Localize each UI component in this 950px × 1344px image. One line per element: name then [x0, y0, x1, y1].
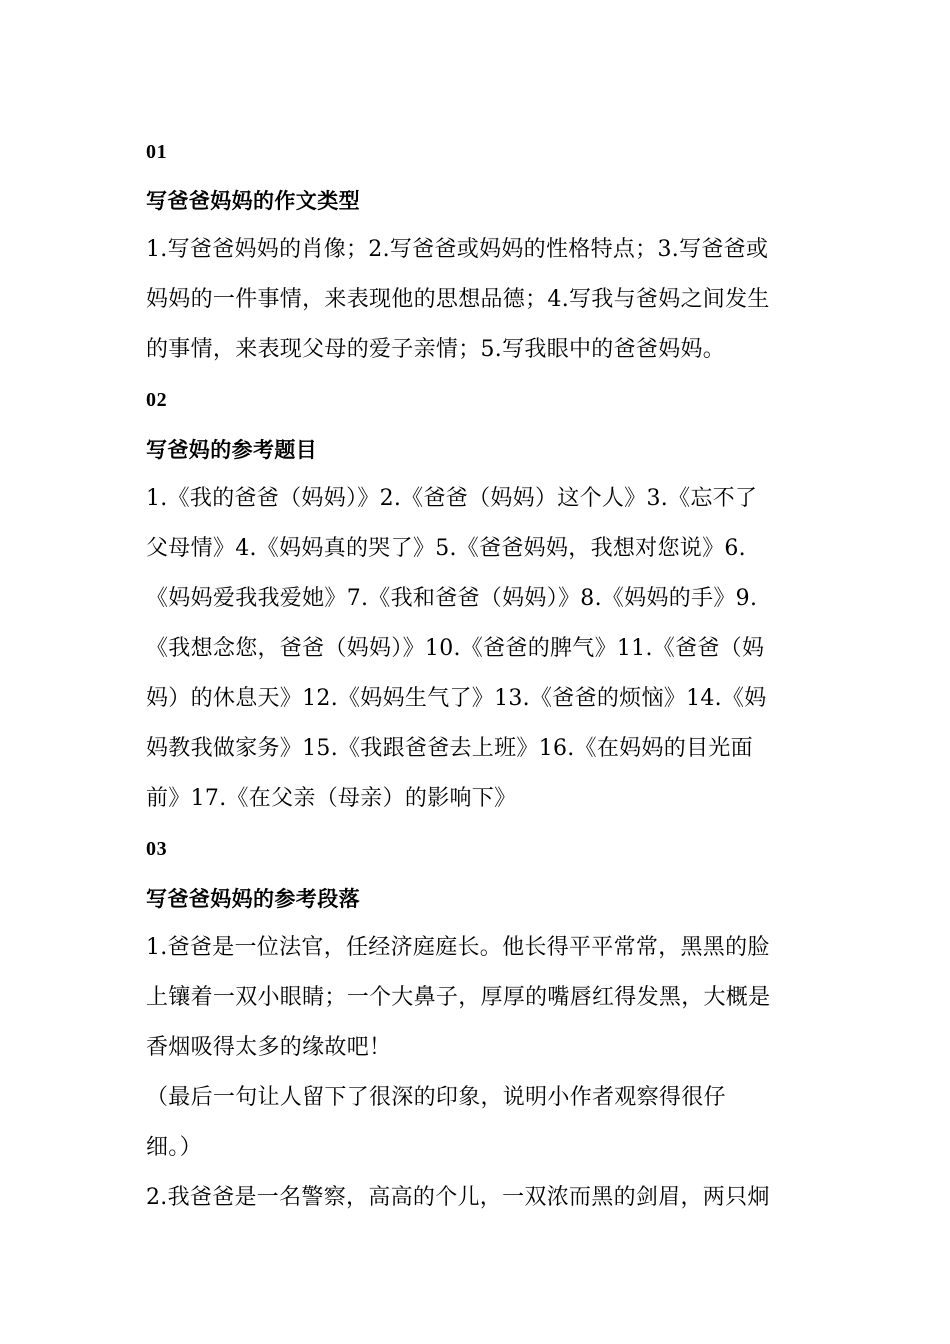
paragraph-line: 上镶着一双小眼睛；一个大鼻子，厚厚的嘴唇红得发黑，大概是 — [146, 985, 771, 1010]
paragraph-line: 《我想念您，爸爸（妈妈）》10.《爸爸的脾气》11.《爸爸（妈 — [146, 636, 765, 661]
paragraph-line: 1.写爸爸妈妈的肖像；2.写爸爸或妈妈的性格特点；3.写爸爸或 — [146, 237, 769, 262]
paragraph-line: 细。） — [146, 1135, 202, 1160]
section-number: 02 — [146, 389, 168, 411]
paragraph-line: 前》17.《在父亲（母亲）的影响下》 — [146, 786, 517, 811]
paragraph-line: 的事情，来表现父母的爱子亲情；5.写我眼中的爸爸妈妈。 — [146, 337, 726, 362]
paragraph-line: 《妈妈爱我我爱她》7.《我和爸爸（妈妈）》8.《妈妈的手》9. — [146, 586, 758, 611]
paragraph-line: 妈教我做家务》15.《我跟爸爸去上班》16.《在妈妈的目光面 — [146, 736, 753, 761]
paragraph-line: 父母情》4.《妈妈真的哭了》5.《爸爸妈妈，我想对您说》6. — [146, 536, 746, 561]
section-number: 03 — [146, 838, 168, 860]
paragraph-line: 香烟吸得太多的缘故吧！ — [146, 1035, 392, 1060]
paragraph-line: 1.《我的爸爸（妈妈）》2.《爸爸（妈妈）这个人》3.《忘不了 — [146, 486, 758, 511]
paragraph-line: （最后一句让人留下了很深的印象，说明小作者观察得很仔 — [146, 1085, 726, 1110]
section-title: 写爸妈的参考题目 — [146, 438, 318, 462]
paragraph-line: 2.我爸爸是一名警察，高高的个儿，一双浓而黑的剑眉，两只炯 — [146, 1185, 770, 1210]
paragraph-line: 妈妈的一件事情，来表现他的思想品德；4.写我与爸妈之间发生 — [146, 287, 770, 312]
section-title: 写爸爸妈妈的作文类型 — [146, 189, 360, 213]
paragraph-line: 1.爸爸是一位法官，任经济庭庭长。他长得平平常常，黑黑的脸 — [146, 935, 770, 960]
section-title: 写爸爸妈妈的参考段落 — [146, 887, 360, 911]
section-number: 01 — [146, 141, 168, 163]
paragraph-line: 妈）的休息天》12.《妈妈生气了》13.《爸爸的烦恼》14.《妈 — [146, 686, 767, 711]
